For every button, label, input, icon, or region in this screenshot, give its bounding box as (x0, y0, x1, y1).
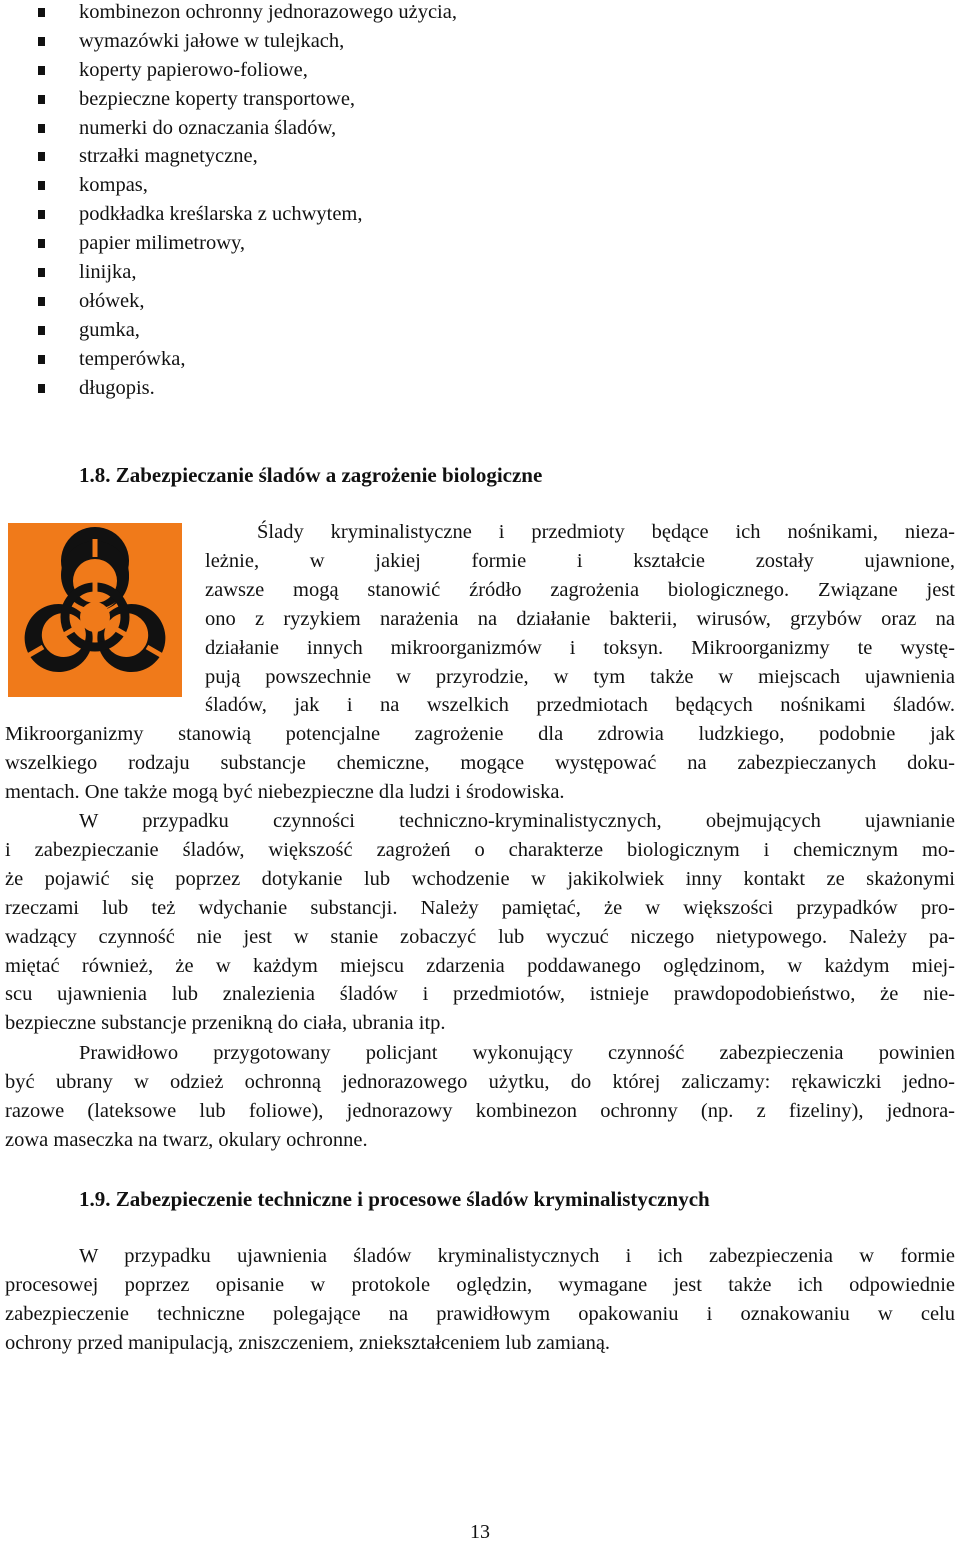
bullet-list-item (0, 27, 457, 56)
bullet-item-text: kompas, (79, 174, 148, 197)
paragraph-line: śladów, jak i na wszelkich przedmiotach będących nośnikami śladów. (205, 694, 955, 717)
section-1-8-paragraph-3 (5, 1039, 955, 1155)
bullet-item-text: strzałki magnetyczne, (79, 145, 258, 168)
bullet-square-icon (38, 66, 45, 75)
bullet-list-item (0, 142, 457, 171)
bullet-item-text: papier milimetrowy, (79, 232, 246, 255)
bullet-square-icon (38, 124, 45, 133)
paragraph-line: zabezpieczenie techniczne polegające na prawidłowym opakowaniu i oznakowaniu w celu (5, 1302, 955, 1325)
bullet-list-item (0, 85, 457, 114)
paragraph-line: mentach. One także mogą być niebezpieczne dla ludzi i środowiska. (5, 780, 565, 803)
bullet-list-item (0, 345, 457, 374)
paragraph-line: razowe (lateksowe lub foliowe), jednorazowy kombinezon ochronny (np. z fizeliny), jednora- (5, 1099, 955, 1122)
paragraph-line: bezpieczne substancje przenikną do ciała, ubrania itp. (5, 1012, 446, 1035)
bullet-square-icon (38, 210, 45, 219)
bullet-list-item (0, 114, 457, 143)
bullet-square-icon (38, 8, 45, 17)
bullet-list-item (0, 316, 457, 345)
bullet-item-text: długopis. (79, 376, 155, 399)
section-1-9-paragraph-1 (5, 1242, 955, 1358)
bullet-square-icon (38, 326, 45, 335)
paragraph-line: ochrony przed manipulacją, zniszczeniem, zniekształceniem lub zamianą. (5, 1331, 611, 1354)
bullet-square-icon (38, 355, 45, 364)
paragraph-line: leżnie, w jakiej formie i kształcie zostały ujawnione, (205, 549, 955, 572)
paragraph-line: procesowej poprzez opisanie w protokole oględzin, wymagane jest także ich odpowiednie (5, 1273, 955, 1296)
section-1-8-paragraph-1-full (5, 720, 955, 807)
paragraph-line: pują powszechnie w przyrodzie, w tym także w miejscach ujawnienia (205, 665, 955, 688)
bullet-item-text: gumka, (79, 318, 140, 341)
bullet-square-icon (38, 181, 45, 190)
bullet-list-item (0, 258, 457, 287)
paragraph-line: W przypadku czynności techniczno-kryminalistycznych, obejmujących ujawnianie (79, 810, 955, 832)
section-1-8-paragraph-1-wrapped (205, 518, 955, 720)
bullet-item-text: podkładka kreślarska z uchwytem, (79, 203, 363, 226)
section-1-8-paragraph-2 (5, 807, 955, 1038)
bullet-item-text: bezpieczne koperty transportowe, (79, 87, 356, 110)
paragraph-line: rzeczami lub też wdychanie substancji. Należy pamiętać, że w większości przypadków pro- (5, 896, 955, 919)
biohazard-icon (4, 519, 186, 701)
bullet-list-item (0, 171, 457, 200)
paragraph-line: zawsze mogą stanowić źródło zagrożenia biologicznego. Związane jest (205, 578, 955, 601)
paragraph-line: Mikroorganizmy stanowią potencjalne zagrożenie dla zdrowia ludzkiego, podobnie jak (5, 723, 955, 745)
paragraph-line: i zabezpieczanie śladów, większość zagrożeń o charakterze biologicznym i chemicznym mo- (5, 838, 955, 861)
bullet-square-icon (38, 37, 45, 46)
bullet-list-item (0, 287, 457, 316)
page-number: 13 (470, 1521, 490, 1543)
bullet-square-icon (38, 268, 45, 277)
bullet-list-item (0, 200, 457, 229)
bullet-list-item (0, 0, 457, 27)
bullet-square-icon (38, 384, 45, 393)
section-heading-1-9: 1.9. Zabezpieczenie techniczne i procesowe śladów kryminalistycznych (79, 1187, 710, 1211)
paragraph-line: wadzący czynność nie jest w stanie zobaczyć lub wyczuć niczego nietypowego. Należy pa- (5, 925, 955, 948)
equipment-bullet-list (0, 0, 457, 402)
bullet-item-text: kombinezon ochronny jednorazowego użycia, (79, 1, 457, 23)
bullet-square-icon (38, 239, 45, 248)
section-heading-1-8: 1.8. Zabezpieczanie śladów a zagrożenie biologiczne (79, 463, 543, 487)
bullet-square-icon (38, 95, 45, 104)
bullet-item-text: temperówka, (79, 347, 186, 370)
bullet-list-item (0, 374, 457, 403)
bullet-list-item (0, 229, 457, 258)
paragraph-line: wszelkiego rodzaju substancje chemiczne, mogące występować na zabezpieczanych doku- (5, 751, 955, 774)
bullet-item-text: ołówek, (79, 289, 145, 312)
paragraph-line: że pojawić się poprzez dotykanie lub wchodzenie w jakikolwiek inny kontakt ze skażonymi (5, 867, 955, 890)
paragraph-line: ono z ryzykiem narażenia na działanie bakterii, wirusów, grzybów oraz na (205, 607, 955, 630)
paragraph-line: miętać również, że w każdym miejscu zdarzenia poddawanego oględzinom, w każdym miej- (5, 954, 955, 977)
bullet-item-text: linijka, (79, 261, 137, 284)
paragraph-line: zowa maseczka na twarz, okulary ochronne. (5, 1128, 368, 1151)
bullet-list-item (0, 56, 457, 85)
paragraph-line: być ubrany w odzież ochronną jednorazowego użytku, do której zaliczamy: rękawiczki jedno- (5, 1070, 955, 1093)
paragraph-line: działanie innych mikroorganizmów i toksyn. Mikroorganizmy te wystę- (205, 636, 955, 659)
paragraph-line: scu ujawnienia lub znalezienia śladów i przedmiotów, istnieje prawdopodobieństwo, że nie- (5, 983, 955, 1006)
paragraph-line: W przypadku ujawnienia śladów kryminalistycznych i ich zabezpieczenia w formie (79, 1245, 955, 1267)
bullet-square-icon (38, 297, 45, 306)
paragraph-line: Ślady kryminalistyczne i przedmioty będące ich nośnikami, nieza- (257, 521, 955, 543)
bullet-item-text: koperty papierowo-foliowe, (79, 58, 308, 81)
bullet-item-text: wymazówki jałowe w tulejkach, (79, 29, 345, 52)
bullet-square-icon (38, 152, 45, 161)
paragraph-line: Prawidłowo przygotowany policjant wykonujący czynność zabezpieczenia powinien (79, 1042, 955, 1064)
bullet-item-text: numerki do oznaczania śladów, (79, 116, 337, 139)
